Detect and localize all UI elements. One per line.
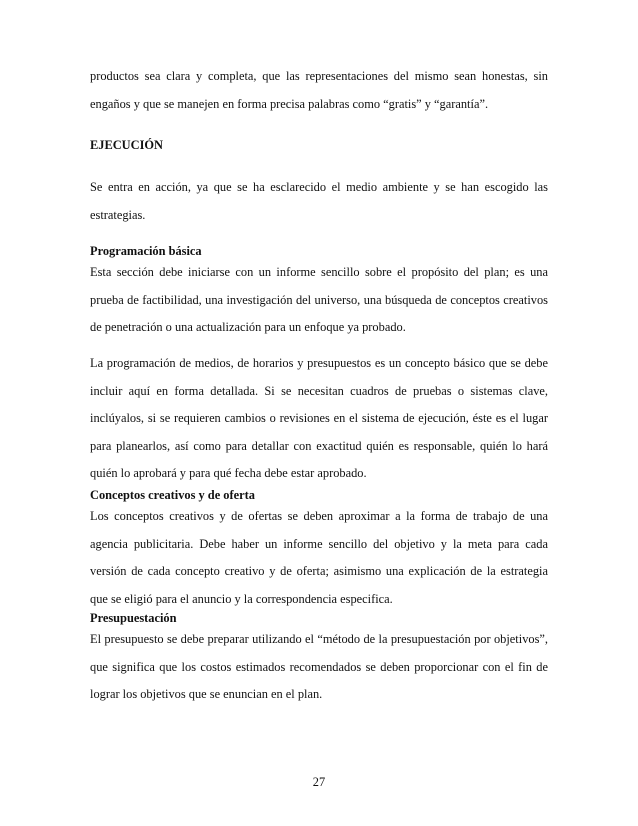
heading-conceptos-creativos: Conceptos creativos y de oferta	[90, 488, 255, 502]
text-line: que se eligió para el anuncio y la correspondencia especifica.	[90, 591, 393, 606]
text-line: agencia publicitaria. Debe haber un informe sencillo del objetivo y la meta para cada	[90, 536, 548, 551]
document-page	[90, 0, 548, 826]
heading-ejecucion: EJECUCIÓN	[90, 138, 163, 152]
text-line: productos sea clara y completa, que las representaciones del mismo sean honestas, sin	[90, 69, 548, 83]
paragraph-programacion-2	[90, 350, 548, 488]
paragraph-ejecucion	[90, 174, 548, 229]
text-line: quién lo aprobará y para qué fecha debe estar aprobado.	[90, 466, 367, 480]
text-line: estrategias.	[90, 207, 146, 222]
text-line: Se entra en acción, ya que se ha esclarecido el medio ambiente y se han escogido las	[90, 180, 548, 194]
text-line: de penetración o una actualización para un enfoque ya probado.	[90, 320, 406, 334]
text-line: La programación de medios, de horarios y presupuestos es un concepto básico que se debe	[90, 356, 548, 370]
paragraph-programacion-1	[90, 259, 548, 342]
text-line: lograr los objetivos que se enuncian en el plan.	[90, 687, 323, 701]
heading-presupuestacion: Presupuestación	[90, 611, 177, 625]
page-number: 27	[312, 775, 326, 789]
text-line: para planearlos, así como para detallar con exactitud quién es responsable, quién lo hará	[90, 438, 548, 453]
text-line: engaños y que se manejen en forma precisa palabras como “gratis” y “garantía”.	[90, 96, 489, 111]
text-line: prueba de factibilidad, una investigación del universo, una búsqueda de conceptos creativos	[90, 292, 548, 307]
text-line: Esta sección debe iniciarse con un informe sencillo sobre el propósito del plan; es una	[90, 265, 548, 279]
text-line: El presupuesto se debe preparar utilizando el “método de la presupuestación por objetivos”,	[90, 632, 548, 646]
text-line: inclúyalos, si se requieren cambios o revisiones en el sistema de ejecución, éste es el lugar	[90, 411, 548, 425]
text-line: versión de cada concepto creativo y de oferta; asimismo una explicación de la estrategia	[90, 564, 548, 578]
paragraph-presupuestacion	[90, 626, 548, 709]
text-line: incluir aquí en forma detallada. Si se necesitan cuadros de pruebas o sistemas clave,	[90, 383, 548, 398]
text-line: Los conceptos creativos y de ofertas se deben aproximar a la forma de trabajo de una	[90, 509, 548, 523]
paragraph-continuation	[90, 63, 548, 118]
paragraph-conceptos	[90, 503, 548, 613]
heading-programacion-basica: Programación básica	[90, 244, 202, 258]
text-line: que significa que los costos estimados recomendados se deben proporcionar con el fin de	[90, 659, 548, 674]
